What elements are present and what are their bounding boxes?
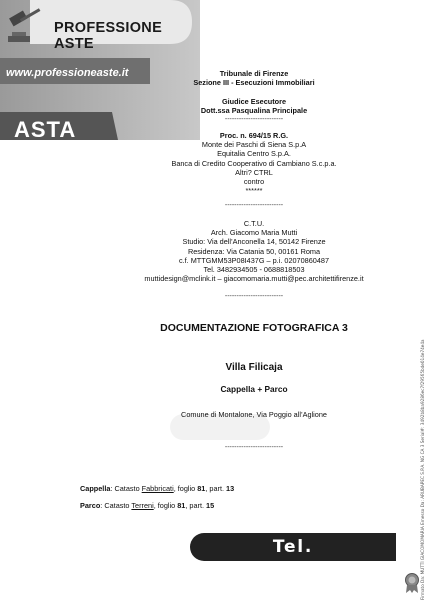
ctu-line: Arch. Giacomo Maria Mutti [210, 228, 298, 238]
cadastre-label: Parco [80, 501, 101, 510]
separator: ------------------------- [224, 293, 284, 300]
subject-line: Cappella + Parco [220, 384, 288, 394]
ctu-line: Residenza: Via Catania 50, 00161 Roma [187, 246, 321, 256]
cadastre-type: Fabbricati [141, 484, 174, 493]
ctu-line: Studio: Via dell’Anconella 14, 50142 Firenze [182, 237, 326, 247]
cadastre-foglio: 81 [197, 484, 206, 493]
cadastre-line [80, 501, 214, 510]
ctu-line: Tel. 3482934505 - 0688818503 [203, 265, 305, 275]
court-heading [88, 69, 420, 87]
separator: ------------------------- [224, 202, 284, 209]
cadastre-text: , foglio [153, 501, 178, 510]
ctu-title: C.T.U. [243, 219, 265, 228]
phone-banner[interactable]: Tel. 055.975.11.35 [190, 533, 396, 561]
court-name: Tribunale di Firenze [219, 69, 289, 78]
party-line: Monte dei Paschi di Siena S.p.A [201, 140, 307, 150]
brand-name: PROFESSIONE ASTE [54, 20, 163, 52]
cadastre-text: , part. [205, 484, 227, 493]
cadastre-line [80, 484, 234, 493]
cadastre-text: , part. [185, 501, 207, 510]
proceeding-number: Proc. n. 694/15 R.G. [219, 131, 289, 140]
brand-url-link[interactable]: www.professioneaste.it [6, 67, 129, 79]
judge-name: Dott.ssa Pasqualina Principale [200, 106, 308, 116]
party-line: Altri? CTRL [235, 167, 273, 177]
cadastre-text: : Catasto [100, 501, 132, 510]
cadastre-text: , foglio [173, 484, 198, 493]
document-title: DOCUMENTAZIONE FOTOGRAFICA 3 [160, 322, 348, 334]
party-line: ****** [245, 186, 263, 196]
proceeding-block [88, 131, 420, 195]
signature-text: Firmato Da: MUTTI GIACOMOMARIA Emesso Da: ARUBAPEC S.P.A. NG CA 3 Serial#: 3492b8ba9286ec7f29565bde014e74e4a [420, 339, 425, 600]
digital-signature-strip [410, 80, 425, 600]
party-line: Equitalia Centro S.p.A. [217, 149, 291, 159]
judge-block [88, 97, 420, 115]
cadastre-part: 13 [226, 484, 235, 493]
court-section: Sezione III - Esecuzioni Immobiliari [193, 78, 315, 88]
location-line: Comune di Montalone, Via Poggio all’Aglione [181, 410, 327, 419]
cadastre-part: 15 [206, 501, 215, 510]
judge-title: Giudice Esecutore [221, 97, 287, 106]
party-line: Banca di Credito Cooperativo di Cambiano S.c.p.a. [171, 158, 337, 168]
ctu-line: c.f. MTTGMM53P08I437G – p.i. 02070860487 [178, 255, 330, 265]
cadastre-text: : Catasto [110, 484, 142, 493]
asta-label: ASTA [14, 117, 77, 142]
cadastre-label: Cappella [80, 484, 111, 493]
separator: ------------------------- [224, 444, 284, 451]
cadastre-type: Terreni [131, 501, 154, 510]
seal-icon [404, 572, 420, 599]
ctu-email-line[interactable]: muttidesign@mclink.it – giacomomaria.mutti@pec.architettifirenze.it [144, 274, 364, 284]
party-line: contro [243, 177, 265, 187]
ctu-block [88, 219, 420, 283]
separator: ------------------------- [224, 116, 284, 123]
cadastre-foglio: 81 [177, 501, 186, 510]
property-name: Villa Filicaja [225, 362, 283, 373]
